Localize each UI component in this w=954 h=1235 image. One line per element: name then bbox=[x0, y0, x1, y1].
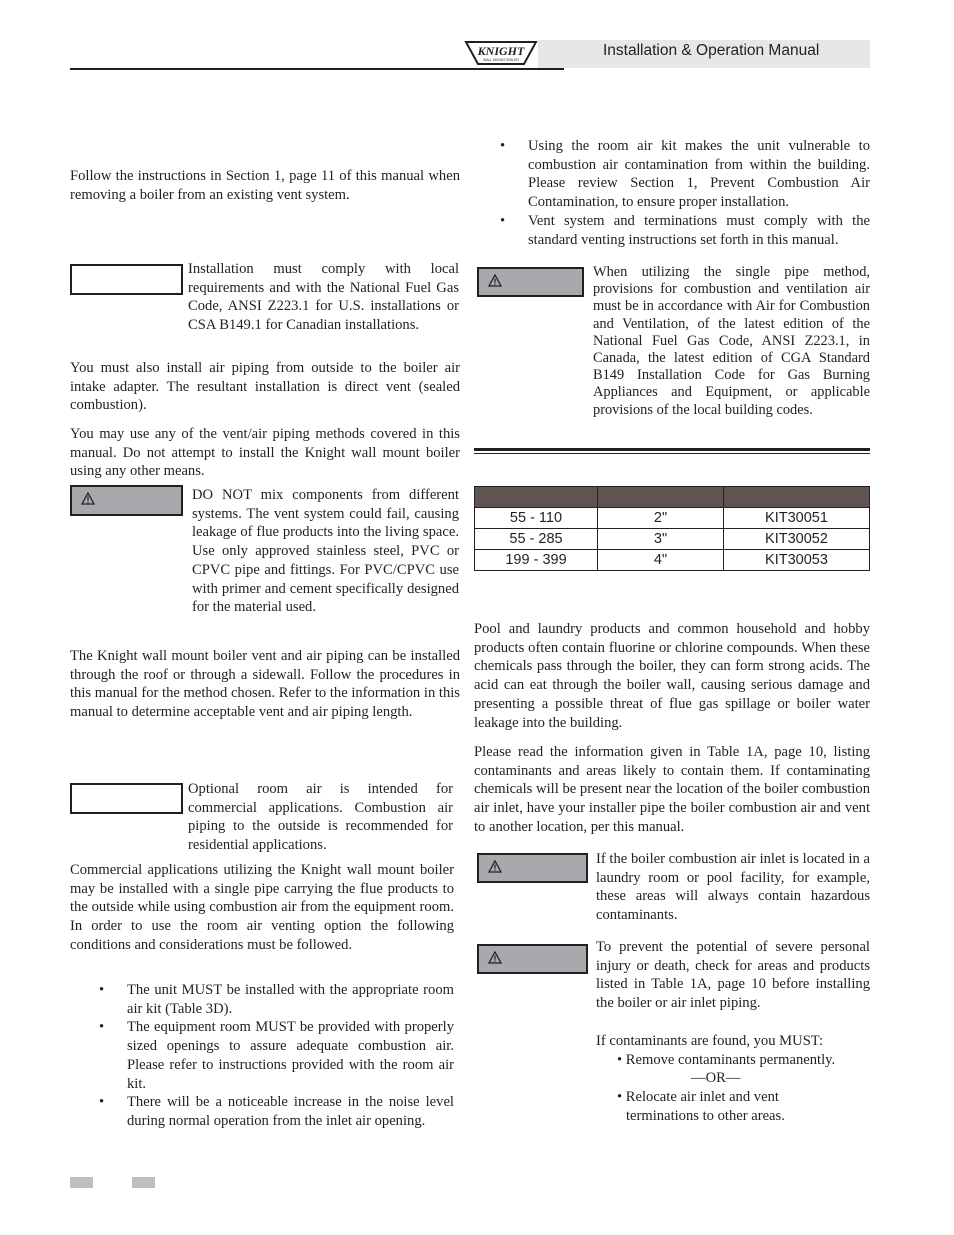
list-item bbox=[498, 212, 870, 249]
removal-paragraph: Follow the instructions in Section 1, page 11 of this manual when removing a boiler from an existing vent system. bbox=[70, 168, 460, 203]
action-or: —OR— bbox=[691, 1070, 741, 1087]
action-relocate: • Relocate air inlet and vent bbox=[617, 1089, 779, 1106]
room-air-kit-table bbox=[474, 486, 870, 571]
list-item-text: The equipment room MUST be provided with properly sized openings to assure adequate combustion air. Please refer to instructions provided with the room air kit. bbox=[127, 1019, 454, 1092]
list-item-text: There will be a noticeable increase in the noise level during normal operation from the inlet air opening. bbox=[127, 1094, 454, 1129]
action-remove: • Remove contaminants permanently. bbox=[617, 1051, 836, 1068]
air-piping-paragraph: You must also install air piping from outside to the boiler air intake adapter. The resultant installation is direct vent (sealed combustion). bbox=[70, 360, 460, 414]
bullet: • bbox=[500, 212, 506, 229]
warning-icon bbox=[488, 951, 502, 964]
table-cell: 55 - 285 bbox=[475, 529, 598, 550]
warning-box bbox=[70, 485, 183, 516]
must-intro: If contaminants are found, you MUST: bbox=[596, 1033, 824, 1049]
notice-box bbox=[70, 264, 183, 295]
action-relocate-cont: terminations to other areas. bbox=[626, 1107, 785, 1124]
notice-box bbox=[70, 783, 183, 814]
table-header-row bbox=[475, 487, 870, 508]
list-item bbox=[97, 1018, 454, 1093]
bullet: • bbox=[99, 1019, 105, 1036]
knight-logo bbox=[464, 40, 538, 68]
room-air-conditions-list bbox=[97, 981, 454, 1131]
warning-icon bbox=[81, 492, 95, 505]
warning-box bbox=[477, 944, 588, 974]
inlet-location-paragraph: If the boiler combustion air inlet is located in a laundry room or pool facility, for example, these areas will always contain hazardous contaminants. bbox=[596, 851, 870, 924]
table-cell: KIT30052 bbox=[724, 529, 870, 550]
table-cell: KIT30051 bbox=[724, 508, 870, 529]
section-rule-thin bbox=[474, 453, 870, 454]
install-comply-paragraph: Installation must comply with local requirements and with the National Fuel Gas Code, ANSI Z223.1 for U.S. installations or CSA B149.1 for Canadian installations. bbox=[188, 261, 459, 334]
logo-subtitle: WALL MOUNT BOILER bbox=[483, 58, 519, 62]
list-item bbox=[498, 137, 870, 212]
manual-title-band bbox=[538, 40, 870, 68]
bullet: • bbox=[99, 982, 105, 998]
bullet: • bbox=[500, 138, 506, 154]
warning-icon bbox=[488, 274, 502, 287]
do-not-mix-paragraph: DO NOT mix components from different systems. The vent system could fail, causing leakage of flue products into the living space. Use only approved stainless steel, PVC or CPVC pipe and fittings. For PVC/CPVC use with primer and cement specifically designed for the material used. bbox=[192, 487, 459, 616]
warning-box bbox=[477, 853, 588, 883]
read-table-paragraph: Please read the information given in Table 1A, page 10, listing contaminants and areas likely to contain them. If contaminating chemicals will be present near the location of the boiler combustion air inlet, have your installer pipe the boiler combustion air and vent to another location, per this manual. bbox=[474, 744, 870, 835]
table-cell: 2" bbox=[598, 508, 724, 529]
vent-methods-paragraph: You may use any of the vent/air piping methods covered in this manual. Do not attempt to install the Knight wall mount boiler using any other means. bbox=[70, 426, 460, 480]
table-row bbox=[475, 550, 870, 571]
warning-icon bbox=[488, 860, 502, 873]
footer-tab-left bbox=[70, 1177, 93, 1188]
list-item-text: Using the room air kit makes the unit vulnerable to combustion air contamination from within the building. Please review Section 1, Prevent Combustion Air Contamination, to ensure proper installation. bbox=[528, 138, 870, 211]
table-header-cell bbox=[598, 487, 724, 508]
table-header-cell bbox=[724, 487, 870, 508]
roof-sidewall-paragraph: The Knight wall mount boiler vent and air piping can be installed through the roof or through a sidewall. Follow the procedures in this manual for the method chosen. Refer to the information in this manual to determine acceptable vent and air piping length. bbox=[70, 648, 460, 721]
section-rule bbox=[474, 448, 870, 451]
prevent-injury-paragraph: To prevent the potential of severe personal injury or death, check for areas and products listed in Table 1A, page 10 before installing the boiler or air inlet piping. bbox=[596, 939, 870, 1012]
optional-room-air-paragraph: Optional room air is intended for commercial applications. Combustion air piping to the outside is recommended for residential applications. bbox=[188, 781, 453, 854]
table-cell: 3" bbox=[598, 529, 724, 550]
table-cell: 199 - 399 bbox=[475, 550, 598, 571]
room-air-kit-list bbox=[498, 137, 870, 249]
list-item-text: Vent system and terminations must comply with the standard venting instructions set forth in this manual. bbox=[528, 212, 870, 248]
warning-box bbox=[477, 267, 584, 297]
contaminant-actions bbox=[596, 1032, 870, 1126]
bullet: • bbox=[99, 1094, 105, 1111]
list-item bbox=[97, 981, 454, 1018]
table-header-cell bbox=[475, 487, 598, 508]
table-cell: KIT30053 bbox=[724, 550, 870, 571]
single-pipe-paragraph: When utilizing the single pipe method, provisions for combustion and ventilation air must be in accordance with Air for Combustion and Ventilation, of the latest edition of the National Fuel Gas Code, ANSI Z223.1, in Canada, the latest edition of CGA Standard B149 Installation Code for Gas Burning Appliances and Equipment, or applicable provisions of the local building codes. bbox=[593, 264, 870, 418]
list-item-text: The unit MUST be installed with the appropriate room air kit (Table 3D). bbox=[127, 982, 454, 1017]
table-row bbox=[475, 529, 870, 550]
logo-wordmark: KNIGHT bbox=[477, 44, 525, 58]
footer-tab-right bbox=[132, 1177, 155, 1188]
table-cell: 4" bbox=[598, 550, 724, 571]
commercial-paragraph: Commercial applications utilizing the Knight wall mount boiler may be installed with a single pipe carrying the flue products to the outside while using combustion air from the equipment room. In order to use the room air venting option the following conditions and considerations must be followed. bbox=[70, 862, 454, 953]
table-cell: 55 - 110 bbox=[475, 508, 598, 529]
manual-title: Installation & Operation Manual bbox=[603, 42, 820, 59]
table-row bbox=[475, 508, 870, 529]
list-item bbox=[97, 1093, 454, 1130]
pool-laundry-paragraph: Pool and laundry products and common household and hobby products often contain fluorine or chlorine compounds. When these chemicals pass through the boiler, they can form strong acids. The acid can eat through the boiler wall, causing serious damage and presenting a possible threat of flue gas spillage or boiler water leakage into the building. bbox=[474, 621, 870, 731]
header-rule bbox=[70, 68, 564, 70]
